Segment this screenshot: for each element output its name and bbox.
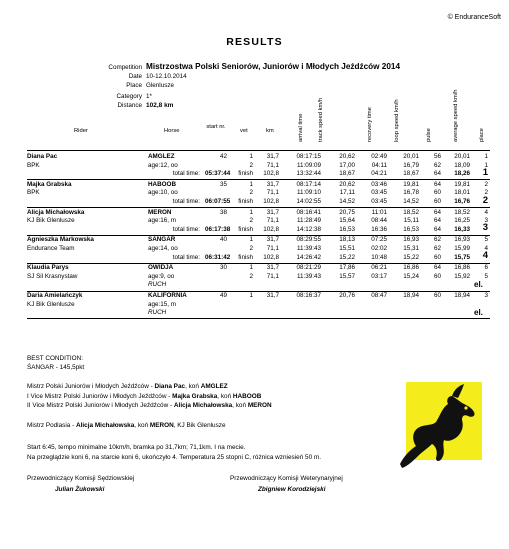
cell-avg: 15,92: [454, 272, 470, 280]
cell-avg: 15,75: [454, 253, 470, 261]
cell-km: 31,7: [266, 208, 279, 216]
total-time-label: total time:: [172, 225, 200, 233]
cell-pl: 5: [484, 236, 488, 244]
cell-pulse: 62: [433, 236, 441, 244]
champion-mid: , koń: [232, 402, 248, 409]
cell-km: 102,8: [263, 225, 279, 233]
cell-vet: finish: [238, 198, 253, 205]
rider-name: Agnieszka Markowska: [27, 236, 94, 244]
cell-vet: 1: [249, 236, 253, 244]
cell-rec: 03:17: [371, 272, 387, 280]
cell-avg: 16,33: [454, 225, 470, 233]
cell-pulse: 64: [433, 225, 441, 233]
cell-rec: 03:45: [371, 198, 387, 205]
cell-lspd: 15,24: [403, 272, 419, 280]
elimination-mark: el.: [474, 280, 483, 290]
page-title: RESULTS: [226, 36, 283, 48]
cell-pulse: 60: [433, 272, 441, 280]
header-place: place: [479, 128, 485, 142]
signature-right-name: Zbigniew Korodziejski: [258, 486, 326, 493]
rider-club: KJ Bik Glenlusze: [27, 300, 75, 308]
cell-vet: 2: [249, 272, 253, 280]
cell-avg: 18,26: [454, 170, 470, 178]
rider-club: SJ Sil Krasnystaw: [27, 272, 78, 280]
cell-pl: 3: [482, 222, 488, 234]
cell-km: 71,1: [266, 272, 279, 280]
cell-avg: 19,81: [454, 180, 470, 188]
header-rider: Rider: [74, 128, 88, 134]
start-number: 40: [219, 236, 227, 244]
brand-label: © EnduranceSoft: [447, 14, 501, 21]
podlasie-mid: , koń: [134, 422, 150, 429]
horse-name: OWIDJA: [148, 264, 174, 272]
horse-info: age:9, oo: [148, 272, 175, 280]
champion-line: [27, 402, 272, 409]
cell-pl: 3: [484, 217, 488, 225]
cell-tspd: 17,86: [339, 264, 355, 272]
horse-logo-icon: [382, 376, 486, 476]
signature-right-title: Przewodniczący Komisji Weterynaryjnej: [230, 475, 343, 482]
cell-rec: 02:49: [371, 153, 387, 160]
cell-avg: 18,09: [454, 161, 470, 169]
total-time-value: 06:17:38: [205, 225, 231, 233]
cell-km: 102,8: [263, 170, 279, 178]
table-top-rule: [27, 150, 490, 151]
cell-avg: 18,01: [454, 189, 470, 197]
rider-club: BPK: [27, 189, 40, 197]
distance-value: 102,8 km: [146, 102, 174, 109]
cell-arr: 08:29:55: [296, 236, 321, 244]
rider-name: Klaudia Parys: [27, 264, 69, 272]
cell-km: 71,1: [266, 217, 279, 225]
cell-rec: 03:46: [371, 180, 387, 188]
horse-info: age:10, oo: [148, 189, 178, 197]
cell-pl: 2: [484, 180, 488, 188]
podlasie-horse: MERON: [149, 422, 174, 429]
cell-arr: 08:16:41: [296, 208, 321, 216]
horse-name: KALIFORNIA: [148, 292, 187, 299]
cell-rec: 10:48: [371, 253, 387, 261]
cell-km: 71,1: [266, 245, 279, 252]
cell-lspd: 18,52: [403, 208, 419, 216]
rider-name: Alicja Michałowska: [27, 208, 85, 216]
cell-lspd: 14,52: [403, 198, 419, 205]
cell-pl: 4: [484, 208, 488, 216]
cell-lspd: 19,81: [403, 180, 419, 188]
cell-arr: 11:39:43: [296, 272, 321, 280]
rider-name: Daria Amielańczyk: [27, 292, 83, 299]
podlasie-suffix: , KJ Bik Glenlusze: [173, 422, 226, 429]
cell-rec: 04:11: [371, 161, 387, 169]
cell-pl: 1: [484, 153, 488, 160]
champion-prefix: I Vice Mistrz Polski Juniorów i Młodych Jeźdźców -: [27, 392, 173, 400]
logo-eye: [464, 406, 467, 409]
competition-label: Competition: [108, 64, 142, 71]
date-value: 10-12.10.2014: [146, 73, 187, 80]
champion-prefix: Mistrz Polski Juniorów i Młodych Jeźdźców -: [27, 383, 155, 390]
cell-tspd: 18,13: [339, 236, 355, 244]
cell-lspd: 16,53: [403, 225, 419, 233]
cell-vet: 1: [249, 292, 253, 299]
cell-tspd: 15,22: [339, 253, 355, 261]
cell-vet: 1: [249, 264, 253, 272]
cell-lspd: 15,31: [403, 245, 419, 252]
cell-km: 71,1: [266, 189, 279, 197]
cell-pulse: 64: [433, 264, 441, 272]
cell-lspd: 15,11: [403, 217, 419, 225]
start-number: 42: [219, 153, 227, 160]
rider-name: Diana Pac: [27, 153, 58, 160]
signature-left-title: Przewodniczący Komisji Sędziowskiej: [27, 475, 135, 482]
cell-pl: 1: [484, 161, 488, 169]
cell-rec: 08:47: [371, 292, 387, 299]
champion-mid: , koń: [185, 383, 201, 390]
horse-info: age:12, oo: [148, 161, 178, 169]
cell-pl: 4: [484, 245, 488, 252]
cell-rec: 02:02: [371, 245, 387, 252]
category-label: Category: [116, 93, 142, 100]
best-condition-label: BEST CONDITION:: [27, 355, 83, 362]
cell-vet: finish: [238, 225, 253, 233]
cell-rec: 11:01: [371, 208, 387, 216]
cell-tspd: 15,64: [339, 217, 355, 225]
cell-arr: 14:02:55: [296, 198, 321, 205]
cell-rec: 16:36: [371, 225, 387, 233]
cell-rec: 06:21: [371, 264, 387, 272]
cell-arr: 11:09:09: [296, 161, 321, 169]
category-value: 1*: [146, 93, 152, 100]
cell-km: 71,1: [266, 161, 279, 169]
cell-lspd: 15,22: [403, 253, 419, 261]
total-time-label: total time:: [172, 253, 200, 261]
header-horse: Horse: [164, 128, 180, 134]
cell-pulse: 62: [433, 245, 441, 252]
cell-km: 31,7: [266, 292, 279, 299]
champion-mid: , koń: [217, 392, 233, 400]
cell-km: 31,7: [266, 153, 279, 160]
cell-avg: 15,99: [454, 245, 470, 252]
cell-lspd: 20,01: [403, 153, 419, 160]
cell-tspd: 20,76: [339, 292, 355, 299]
header-loop-speed: loop speed km/h: [394, 99, 400, 142]
rider-name: Majka Grabska: [27, 180, 72, 188]
cell-arr: 14:26:42: [296, 253, 321, 261]
cell-vet: 2: [249, 245, 253, 252]
cell-tspd: 20,75: [339, 208, 355, 216]
cell-km: 31,7: [266, 180, 279, 188]
header-vet: vet: [240, 128, 248, 134]
cell-pl: 5: [484, 272, 488, 280]
total-time-label: total time:: [172, 170, 200, 178]
champion-horse: AMGLEZ: [200, 383, 228, 390]
cell-avg: 16,93: [454, 236, 470, 244]
best-condition-value: ŚANGAR - 145,5pkt: [27, 364, 85, 371]
header-average-speed: average speed km/h: [453, 89, 459, 142]
cell-pl: 6: [484, 264, 488, 272]
start-number: 30: [219, 264, 227, 272]
cell-vet: 1: [249, 208, 253, 216]
horse-name: AMGLEZ: [148, 153, 175, 160]
cell-arr: 13:32:44: [296, 170, 321, 178]
cell-lspd: 18,94: [403, 292, 419, 299]
cell-arr: 11:39:43: [296, 245, 321, 252]
cell-pl: 2: [484, 189, 488, 197]
cell-pulse: 60: [433, 253, 441, 261]
place-label: Place: [126, 82, 142, 89]
total-time-value: 05:37:44: [205, 170, 231, 178]
cell-pulse: 64: [433, 180, 441, 188]
status-label: RUCH: [148, 309, 167, 317]
cell-km: 31,7: [266, 236, 279, 244]
elimination-mark: el.: [474, 308, 483, 318]
cell-pulse: 60: [433, 189, 441, 197]
distance-label: Distance: [117, 102, 142, 109]
cell-vet: finish: [238, 253, 253, 261]
horse-name: HABOOB: [148, 180, 176, 188]
header-start-nr: start nr.: [206, 124, 226, 130]
cell-pulse: 64: [433, 170, 441, 178]
cell-tspd: 20,62: [339, 153, 355, 160]
horse-name: MERON: [148, 208, 172, 216]
champion-prefix: II Vice Mistrz Polski Juniorów i Młodych Jeźdźców -: [27, 402, 174, 409]
cell-rec: 07:25: [371, 236, 387, 244]
cell-pl: 3: [484, 292, 488, 299]
champion-horse: HABOOB: [232, 392, 262, 400]
champion-horse: MERON: [247, 402, 272, 409]
cell-pulse: 60: [433, 292, 441, 299]
place-value: Glenlusze: [146, 82, 175, 89]
cell-rec: 04:21: [371, 170, 387, 178]
champion-name: Alicja Michałowska: [173, 402, 233, 409]
champion-line: [27, 393, 261, 400]
cell-lspd: 16,78: [403, 189, 419, 197]
header-pulse: pulse: [426, 128, 432, 142]
cell-km: 102,8: [263, 198, 279, 205]
start-number: 38: [219, 208, 227, 216]
total-time-value: 06:31:42: [205, 253, 231, 261]
cell-arr: 08:17:15: [296, 153, 321, 160]
cell-arr: 11:09:10: [296, 189, 321, 197]
cell-vet: 2: [249, 217, 253, 225]
cell-avg: 18,52: [454, 208, 470, 216]
cell-pl: 4: [482, 250, 488, 262]
cell-tspd: 16,53: [339, 225, 355, 233]
cell-arr: 08:17:14: [296, 180, 321, 188]
champion-name: Majka Grabska: [172, 392, 218, 400]
entry-divider: [27, 318, 490, 319]
cell-vet: finish: [238, 170, 253, 178]
cell-lspd: 16,79: [403, 161, 419, 169]
cell-vet: 2: [249, 189, 253, 197]
date-label: Date: [128, 73, 142, 80]
start-number: 49: [219, 292, 227, 299]
podlasie-name: Alicja Michałowska: [76, 422, 135, 429]
header-km: km: [266, 128, 274, 134]
cell-km: 31,7: [266, 264, 279, 272]
cell-arr: 14:12:38: [296, 225, 321, 233]
cell-arr: 08:16:37: [296, 292, 321, 299]
rider-club: KJ Bik Glenlusze: [27, 217, 75, 225]
cell-tspd: 17,11: [339, 189, 355, 197]
horse-name: ŚANGAR: [148, 236, 176, 244]
start-number: 35: [219, 180, 227, 188]
horse-info: age:15, m: [148, 300, 177, 308]
cell-arr: 08:21:29: [296, 264, 321, 272]
cell-pulse: 64: [433, 208, 441, 216]
cell-avg: 20,01: [454, 153, 470, 160]
champion-line: [27, 383, 228, 390]
total-time-value: 06:07:55: [205, 198, 231, 205]
cell-avg: 16,25: [454, 217, 470, 225]
header-recovery-time: recovery time: [367, 107, 373, 142]
cell-lspd: 16,93: [403, 236, 419, 244]
cell-pl: 1: [482, 166, 488, 178]
cell-tspd: 15,57: [339, 272, 355, 280]
cell-pulse: 62: [433, 161, 441, 169]
cell-tspd: 20,62: [339, 180, 355, 188]
cell-tspd: 15,51: [339, 245, 355, 252]
champion-name: Diana Pac: [154, 383, 186, 390]
total-time-label: total time:: [172, 198, 200, 205]
podlasie-line: [27, 422, 226, 429]
cell-pulse: 64: [433, 217, 441, 225]
cell-tspd: 14,52: [339, 198, 355, 205]
cell-avg: 18,94: [454, 292, 470, 299]
cell-pulse: 60: [433, 198, 441, 205]
note-line-1: Start 6:45, tempo minimalne 10km/h, bramka po 31,7km; 71,1km. I na mecie.: [27, 444, 246, 451]
horse-info: age:14, oo: [148, 245, 178, 252]
cell-lspd: 18,67: [403, 170, 419, 178]
cell-avg: 16,76: [454, 198, 470, 205]
cell-rec: 03:45: [371, 189, 387, 197]
podlasie-prefix: Mistrz Podlasia -: [27, 422, 77, 429]
rider-club: Endurance Team: [27, 245, 75, 252]
cell-pl: 2: [482, 194, 488, 206]
cell-vet: 1: [249, 180, 253, 188]
note-line-2: Na przeglądzie koni 6, na starcie koni 6, ukończyło 4. Temperatura 25 stopni C, różnica wzniesień 50 m.: [27, 454, 322, 461]
cell-tspd: 17,00: [339, 161, 355, 169]
cell-pulse: 56: [433, 153, 441, 160]
cell-vet: 1: [249, 153, 253, 160]
competition-name: Mistrzostwa Polski Seniorów, Juniorów i Młodych Jeźdźców 2014: [146, 62, 401, 71]
cell-km: 102,8: [263, 253, 279, 261]
cell-tspd: 18,67: [339, 170, 355, 178]
status-label: RUCH: [148, 281, 167, 289]
header-arrival-time: arrival time: [298, 113, 304, 142]
header-track-speed: track speed km/h: [318, 97, 324, 142]
cell-lspd: 16,86: [403, 264, 419, 272]
cell-rec: 08:44: [371, 217, 387, 225]
horse-info: age:16, m: [148, 217, 177, 225]
rider-club: BPK: [27, 161, 40, 169]
cell-avg: 16,86: [454, 264, 470, 272]
signature-left-name: Julian Żukowski: [55, 486, 105, 493]
cell-arr: 11:28:49: [296, 217, 321, 225]
cell-vet: 2: [249, 161, 253, 169]
